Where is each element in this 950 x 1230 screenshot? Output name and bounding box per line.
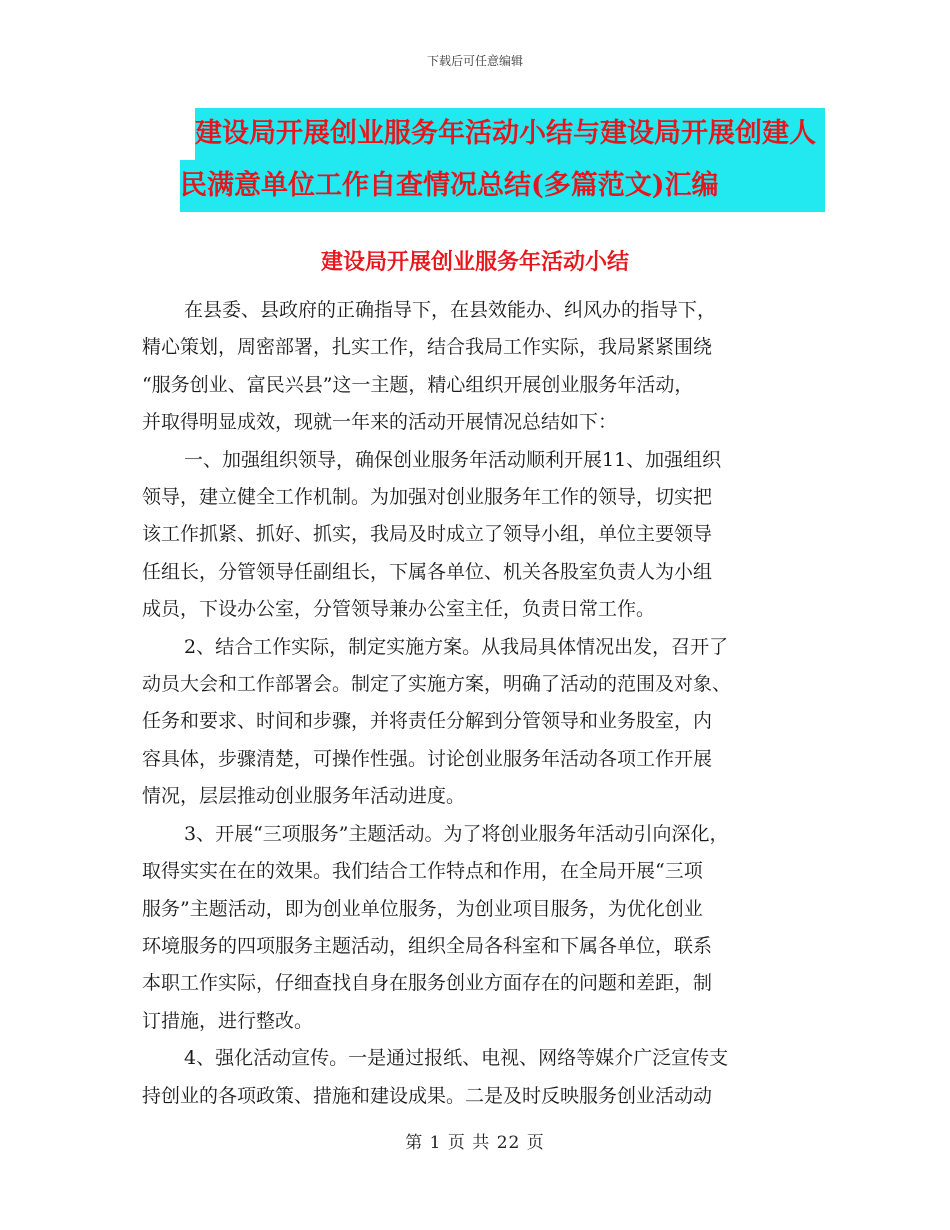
- text-line: 情况，层层推动创业服务年活动进度。: [142, 785, 466, 808]
- paragraph-4: [142, 816, 822, 1040]
- text-line: 2、结合工作实际，制定实施方案。从我局具体情况出发，召开了: [184, 635, 729, 658]
- title-line-2: 民满意单位工作自查情况总结(多篇范文)汇编: [180, 170, 719, 201]
- text-line: 任组长，分管领导任副组长，下属各单位、机关各股室负责人为小组: [142, 560, 713, 583]
- text-line: 成员，下设办公室，分管领导兼办公室主任，负责日常工作。: [142, 598, 656, 621]
- text-line: 订措施，进行整改。: [142, 1009, 314, 1032]
- text-line: 3、开展“三项服务”主题活动。为了将创业服务年活动引向深化，: [184, 822, 729, 845]
- document-title: [180, 108, 825, 212]
- text-line: 一、加强组织领导，确保创业服务年活动顺利开展11、加强组织: [184, 448, 722, 471]
- text-line: 本职工作实际，仔细查找自身在服务创业方面存在的问题和差距，制: [142, 972, 713, 995]
- text-line: 该工作抓紧、抓好、抓实，我局及时成立了领导小组，单位主要领导: [142, 523, 713, 546]
- section-title: 建设局开展创业服务年活动小结: [320, 249, 629, 275]
- page-header-note: 下载后可任意编辑: [426, 54, 523, 68]
- text-line: 动员大会和工作部署会。制定了实施方案，明确了活动的范围及对象、: [142, 673, 732, 696]
- text-line: 4、强化活动宣传。一是通过报纸、电视、网络等媒介广泛宣传支: [184, 1047, 729, 1070]
- paragraph-2: [142, 442, 822, 629]
- text-line: 持创业的各项政策、措施和建设成果。二是及时反映服务创业活动动: [142, 1084, 713, 1107]
- text-line: 在县委、县政府的正确指导下，在县效能办、纠风办的指导下，: [184, 299, 717, 321]
- text-line: “服务创业、富民兴县”这一主题，精心组织开展创业服务年活动，: [142, 373, 694, 396]
- text-line: 任务和要求、时间和步骤，并将责任分解到分管领导和业务股室，内: [142, 710, 713, 733]
- text-line: 领导，建立健全工作机制。为加强对创业服务年工作的领导，切实把: [142, 486, 713, 509]
- paragraph-3: [142, 629, 822, 816]
- text-line: 环境服务的四项服务主题活动，组织全局各科室和下属各单位，联系: [142, 934, 713, 957]
- paragraph-5: [142, 1040, 822, 1115]
- text-line: 精心策划，周密部署，扎实工作，结合我局工作实际，我局紧紧围绕: [142, 336, 713, 359]
- paragraph-1: [142, 292, 822, 442]
- document-body: [142, 292, 822, 1115]
- title-line-1: 建设局开展创业服务年活动小结与建设局开展创建人: [195, 118, 816, 149]
- text-line: 并取得明显成效，现就一年来的活动开展情况总结如下：: [142, 411, 618, 434]
- text-line: 容具体，步骤清楚，可操作性强。讨论创业服务年活动各项工作开展: [142, 747, 713, 770]
- text-line: 服务”主题活动，即为创业单位服务，为创业项目服务，为优化创业: [142, 897, 703, 920]
- page-number: 第 1 页 共 22 页: [405, 1133, 545, 1153]
- text-line: 取得实实在在的效果。我们结合工作特点和作用，在全局开展“三项: [142, 860, 703, 883]
